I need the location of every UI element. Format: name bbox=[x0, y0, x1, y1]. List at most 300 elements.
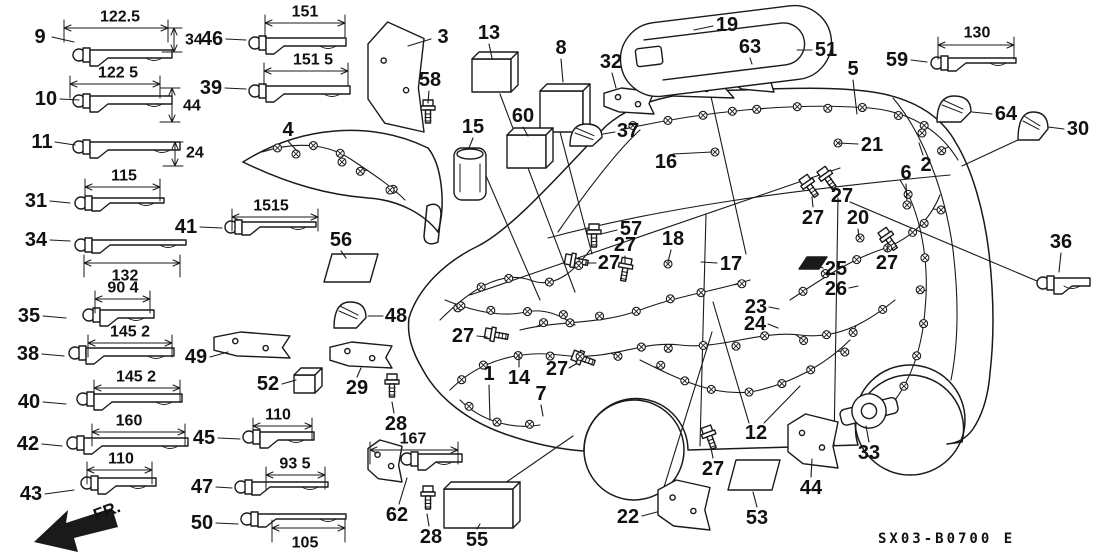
leader-30-long bbox=[962, 139, 1020, 166]
callout-leader-59 bbox=[911, 60, 927, 62]
callout-30: 30 bbox=[1066, 118, 1090, 140]
harness-clip bbox=[576, 352, 584, 360]
harness-clip bbox=[697, 289, 705, 297]
part-pad bbox=[324, 254, 378, 282]
callout-7: 7 bbox=[535, 383, 547, 405]
dim-122.5 bbox=[64, 9, 168, 43]
harness-clip bbox=[916, 286, 924, 294]
harness-clip bbox=[664, 344, 672, 352]
callout-4: 4 bbox=[282, 119, 294, 141]
callout-56: 56 bbox=[329, 229, 353, 251]
harness-clip bbox=[699, 111, 707, 119]
harness-clip bbox=[921, 254, 929, 262]
callout-leader-26 bbox=[849, 286, 858, 288]
fr-label: FR. bbox=[90, 497, 124, 525]
leader-19-long bbox=[706, 74, 746, 254]
harness-clip bbox=[858, 103, 866, 111]
leader-8-long bbox=[560, 132, 592, 254]
harness-clip bbox=[386, 186, 394, 194]
harness-clip bbox=[559, 311, 567, 319]
part-stay bbox=[243, 430, 314, 448]
dim-90 4 bbox=[95, 280, 150, 314]
callout-leader-42 bbox=[42, 444, 62, 446]
callout-62: 62 bbox=[385, 504, 409, 526]
box-top bbox=[540, 84, 590, 91]
part-pad bbox=[728, 460, 780, 490]
callout-27: 27 bbox=[701, 458, 725, 480]
callout-3: 3 bbox=[437, 26, 449, 48]
callout-leader-53 bbox=[753, 492, 757, 507]
callout-leader-45 bbox=[218, 438, 240, 439]
stay-clip-neck bbox=[87, 392, 94, 406]
harness-clip bbox=[309, 142, 317, 150]
bracket-plate bbox=[788, 414, 838, 468]
callout-15: 15 bbox=[461, 116, 485, 138]
callout-28: 28 bbox=[384, 413, 408, 435]
callout-leader-47 bbox=[216, 487, 232, 488]
callout-leader-49 bbox=[210, 352, 228, 357]
callout-31: 31 bbox=[24, 190, 48, 212]
callout-25: 25 bbox=[824, 258, 848, 280]
bracket-plate bbox=[368, 22, 424, 132]
harness-clip bbox=[793, 103, 801, 111]
harness-clip bbox=[920, 219, 928, 227]
dim-text: 110 bbox=[108, 450, 134, 468]
tray-clip bbox=[635, 46, 663, 67]
part-stay bbox=[73, 94, 172, 112]
callout-37: 37 bbox=[616, 120, 640, 142]
callout-leader-22 bbox=[642, 512, 657, 516]
part-stay bbox=[225, 220, 316, 235]
part-box bbox=[507, 128, 553, 168]
harness-clip bbox=[523, 308, 531, 316]
callout-29: 29 bbox=[345, 377, 369, 399]
callout-leader-12 bbox=[764, 386, 800, 423]
callout-63: 63 bbox=[738, 36, 762, 58]
bolt-head bbox=[589, 224, 599, 230]
callout-leader-39 bbox=[225, 88, 246, 89]
callout-27: 27 bbox=[597, 252, 621, 274]
callout-17: 17 bbox=[719, 253, 743, 275]
harness-clip bbox=[900, 382, 908, 390]
callout-leader-7 bbox=[541, 405, 543, 416]
callout-46: 46 bbox=[200, 28, 224, 50]
harness-clip bbox=[849, 329, 857, 337]
harness-clip bbox=[540, 319, 548, 327]
harness-clip bbox=[458, 376, 466, 384]
harness-clip bbox=[920, 121, 928, 129]
callout-leader-38 bbox=[42, 354, 64, 356]
part-bracket bbox=[330, 342, 392, 368]
callout-27: 27 bbox=[613, 234, 637, 256]
harness-clip bbox=[903, 201, 911, 209]
harness-clip bbox=[707, 385, 715, 393]
dim-text: 115 bbox=[111, 167, 137, 185]
callout-26: 26 bbox=[824, 278, 848, 300]
callout-leader-31 bbox=[50, 201, 70, 203]
fr-arrow-group bbox=[34, 497, 123, 552]
callout-leader-27 bbox=[569, 364, 576, 368]
callout-33: 33 bbox=[857, 442, 881, 464]
part-stay bbox=[1037, 276, 1090, 294]
harness-clip bbox=[918, 129, 926, 137]
dim-151 bbox=[265, 4, 345, 38]
stay-blade bbox=[94, 394, 182, 410]
callout-leader-30 bbox=[1048, 127, 1064, 129]
harness-clip bbox=[505, 274, 513, 282]
callout-11: 11 bbox=[31, 131, 53, 153]
part-bolt bbox=[385, 374, 399, 397]
callout-leader-15 bbox=[469, 138, 473, 148]
dim-text: 34 bbox=[185, 31, 203, 49]
harness-clip bbox=[336, 149, 344, 157]
callout-39: 39 bbox=[199, 77, 223, 99]
callout-42: 42 bbox=[16, 433, 40, 455]
part-stay bbox=[73, 140, 180, 158]
part-bracket bbox=[368, 440, 402, 482]
part-stay bbox=[77, 392, 182, 410]
callout-53: 53 bbox=[745, 507, 769, 529]
callout-leader-11 bbox=[55, 142, 75, 145]
part-pad-black bbox=[799, 257, 827, 269]
stay-clip-neck bbox=[235, 220, 242, 234]
stay-clip-neck bbox=[83, 48, 90, 62]
callout-leader-17 bbox=[701, 262, 717, 263]
callout-22: 22 bbox=[616, 506, 640, 528]
callout-8: 8 bbox=[555, 37, 567, 59]
bracket-plate bbox=[330, 342, 392, 368]
dim-text: 93 5 bbox=[279, 455, 311, 473]
stay-clip-neck bbox=[259, 36, 266, 50]
harness-cowl bbox=[262, 145, 405, 200]
stay-blade bbox=[84, 438, 188, 454]
callout-leader-43 bbox=[45, 490, 74, 494]
harness-clip bbox=[894, 112, 902, 120]
callout-27: 27 bbox=[545, 358, 569, 380]
harness-clip bbox=[545, 278, 553, 286]
harness-clip bbox=[904, 190, 912, 198]
part-stay bbox=[75, 196, 164, 211]
part-clip bbox=[334, 302, 366, 328]
harness-clip bbox=[666, 295, 674, 303]
callout-48: 48 bbox=[384, 305, 408, 327]
callout-leader-32 bbox=[612, 73, 616, 88]
stay-blade bbox=[98, 478, 156, 494]
callout-45: 45 bbox=[192, 427, 216, 449]
harness-clip bbox=[514, 352, 522, 360]
callout-43: 43 bbox=[19, 483, 43, 505]
callout-6: 6 bbox=[900, 162, 912, 184]
callout-leader-37 bbox=[603, 132, 615, 134]
stay-blade bbox=[252, 482, 328, 495]
harness-clip bbox=[920, 320, 928, 328]
dim-text: 132 bbox=[111, 267, 139, 285]
callout-leader-36 bbox=[1059, 253, 1061, 272]
dim-105 bbox=[272, 520, 345, 552]
box-side bbox=[513, 482, 520, 528]
stay-clip-neck bbox=[259, 84, 266, 98]
callout-leader-16 bbox=[673, 152, 712, 154]
dim-151 5 bbox=[264, 52, 348, 86]
door-seam-rear bbox=[834, 198, 838, 446]
part-box bbox=[472, 52, 518, 92]
callout-41: 41 bbox=[174, 216, 198, 238]
callout-38: 38 bbox=[16, 343, 40, 365]
bolt-head bbox=[387, 374, 397, 380]
harness-clip bbox=[728, 107, 736, 115]
callout-leader-9 bbox=[52, 37, 74, 42]
dim-text: 151 bbox=[291, 3, 319, 21]
callout-leader-28 bbox=[392, 402, 394, 413]
part-bolt bbox=[484, 326, 509, 344]
cowl-sliver bbox=[243, 130, 428, 162]
dim-115 bbox=[85, 168, 160, 202]
callout-9: 9 bbox=[34, 26, 46, 48]
callout-13: 13 bbox=[477, 22, 501, 44]
part-stay bbox=[401, 452, 462, 470]
harness-clip bbox=[799, 287, 807, 295]
callout-59: 59 bbox=[885, 49, 909, 71]
stay-clip-neck bbox=[79, 346, 86, 360]
box-side bbox=[511, 52, 518, 92]
callout-27: 27 bbox=[875, 252, 899, 274]
callout-19: 19 bbox=[715, 14, 739, 36]
callout-35: 35 bbox=[17, 305, 41, 327]
callout-20: 20 bbox=[846, 207, 870, 229]
callout-1: 1 bbox=[483, 363, 495, 385]
callout-leader-5 bbox=[853, 80, 857, 114]
pillar-strip bbox=[424, 204, 441, 244]
stay-clip-neck bbox=[1047, 276, 1054, 290]
harness-clip bbox=[732, 342, 740, 350]
dim-44 bbox=[160, 88, 201, 122]
part-stay bbox=[235, 480, 328, 495]
part-bracket bbox=[214, 332, 290, 358]
harness-clip bbox=[856, 234, 864, 242]
box-top bbox=[444, 482, 520, 489]
dim-text: 130 bbox=[963, 24, 991, 42]
stay-clip-neck bbox=[85, 238, 92, 252]
harness-mid-floor bbox=[520, 280, 750, 330]
dim-text: 90 4 bbox=[107, 279, 139, 297]
stay-blade bbox=[948, 58, 1016, 71]
callout-51: 51 bbox=[814, 39, 838, 61]
part-bracket bbox=[658, 480, 710, 530]
dim-text: 1515 bbox=[253, 197, 289, 215]
grommet-top bbox=[457, 149, 483, 159]
stay-clip-neck bbox=[93, 308, 100, 322]
dim-text: 145 2 bbox=[109, 323, 151, 341]
harness-clip bbox=[614, 352, 622, 360]
stay-clip-neck bbox=[245, 480, 252, 494]
diagram-code: SX03-B0700 E bbox=[878, 531, 1016, 547]
stay-clip-neck bbox=[253, 430, 260, 444]
harness-clip bbox=[566, 319, 574, 327]
part-box bbox=[294, 368, 322, 393]
harness-clip bbox=[487, 306, 495, 314]
callout-57: 57 bbox=[619, 218, 643, 240]
stay-clip-neck bbox=[83, 94, 90, 108]
part-bolt bbox=[699, 424, 720, 450]
callout-34: 34 bbox=[24, 229, 48, 251]
dim-text: 122 5 bbox=[97, 64, 139, 82]
harness-clip bbox=[699, 341, 707, 349]
part-clip bbox=[937, 96, 971, 122]
callout-leader-28 bbox=[427, 514, 429, 526]
harness-clip bbox=[493, 418, 501, 426]
clip-body bbox=[334, 302, 366, 328]
callout-16: 16 bbox=[654, 151, 678, 173]
callout-60: 60 bbox=[511, 105, 535, 127]
callout-18: 18 bbox=[661, 228, 685, 250]
callout-leader-29 bbox=[357, 368, 361, 377]
harness-clip bbox=[637, 343, 645, 351]
harness-clip bbox=[778, 380, 786, 388]
callout-27: 27 bbox=[801, 207, 825, 229]
box-front bbox=[444, 489, 513, 528]
harness-clip bbox=[853, 256, 861, 264]
callout-12: 12 bbox=[744, 422, 768, 444]
harness-clip bbox=[800, 337, 808, 345]
part-stay bbox=[241, 512, 346, 527]
harness-clip bbox=[909, 228, 917, 236]
harness-clip bbox=[745, 388, 753, 396]
callout-leader-1 bbox=[489, 385, 490, 420]
harness-clip bbox=[879, 305, 887, 313]
part-clip bbox=[1018, 112, 1048, 140]
harness-clip bbox=[526, 420, 534, 428]
part-grommet bbox=[454, 148, 486, 200]
callout-leader-23 bbox=[769, 307, 779, 309]
callout-32: 32 bbox=[599, 51, 623, 73]
bolt-head bbox=[423, 486, 433, 492]
stay-blade bbox=[90, 142, 180, 158]
leader-55-long bbox=[505, 436, 573, 483]
part-box bbox=[444, 482, 520, 528]
harness-clip bbox=[681, 377, 689, 385]
part-stay bbox=[75, 238, 186, 253]
harness-clip bbox=[753, 105, 761, 113]
stay-clip-neck bbox=[251, 512, 258, 526]
callout-14: 14 bbox=[507, 367, 531, 389]
callout-55: 55 bbox=[465, 529, 489, 551]
callout-10: 10 bbox=[34, 88, 58, 110]
callout-27: 27 bbox=[451, 325, 475, 347]
box-side bbox=[546, 128, 553, 168]
callout-leader-27 bbox=[812, 197, 813, 207]
callout-50: 50 bbox=[190, 512, 214, 534]
dim-130 bbox=[938, 25, 1014, 60]
callout-28: 28 bbox=[419, 526, 443, 548]
dim-text: 160 bbox=[115, 412, 143, 430]
callout-47: 47 bbox=[190, 476, 214, 498]
bracket-plate bbox=[368, 440, 402, 482]
harness-clip bbox=[938, 147, 946, 155]
harness-clip bbox=[664, 116, 672, 124]
box-front bbox=[472, 59, 511, 92]
callout-27: 27 bbox=[830, 185, 854, 207]
dim-text: 44 bbox=[183, 97, 201, 115]
callout-leader-8 bbox=[561, 59, 563, 82]
stay-clip-neck bbox=[411, 452, 418, 466]
callout-2: 2 bbox=[920, 154, 932, 176]
harness-clip bbox=[824, 104, 832, 112]
part-stay bbox=[249, 84, 350, 102]
dim-122 5 bbox=[70, 65, 160, 99]
bracket-plate bbox=[658, 480, 710, 530]
callout-24: 24 bbox=[743, 313, 767, 335]
part-bolt bbox=[797, 173, 822, 200]
box-front bbox=[540, 91, 583, 132]
callout-leader-50 bbox=[216, 523, 238, 524]
stay-clip-neck bbox=[91, 476, 98, 490]
part-bracket bbox=[788, 414, 838, 468]
stay-clip-neck bbox=[77, 436, 84, 450]
stay-clip-neck bbox=[85, 196, 92, 210]
stay-blade bbox=[1054, 278, 1090, 294]
harness-clip bbox=[596, 312, 604, 320]
dim-text: 145 2 bbox=[115, 368, 157, 386]
harness-clip bbox=[292, 150, 300, 158]
dim-text: 24 bbox=[186, 144, 204, 162]
harness-clip bbox=[465, 402, 473, 410]
dim-text: 122.5 bbox=[99, 8, 141, 26]
callout-21: 21 bbox=[860, 134, 884, 156]
harness-clip bbox=[807, 366, 815, 374]
callout-52: 52 bbox=[256, 373, 280, 395]
part-stay bbox=[931, 56, 1016, 71]
harness-clip bbox=[338, 158, 346, 166]
callout-leader-41 bbox=[200, 227, 222, 228]
harness-clip bbox=[273, 144, 281, 152]
harness-clip bbox=[575, 262, 583, 270]
callout-leader-34 bbox=[50, 240, 70, 241]
stay-blade bbox=[418, 454, 462, 470]
stay-blade bbox=[242, 222, 316, 235]
dim-text: 151 5 bbox=[292, 51, 334, 69]
harness-clip bbox=[841, 348, 849, 356]
dim-text: 110 bbox=[265, 406, 291, 424]
harness-clip bbox=[457, 302, 465, 310]
callout-36: 36 bbox=[1049, 231, 1073, 253]
stay-blade bbox=[92, 198, 164, 211]
part-stay bbox=[73, 48, 172, 66]
callout-5: 5 bbox=[847, 58, 859, 80]
part-stay bbox=[69, 346, 174, 364]
stay-blade bbox=[86, 348, 174, 364]
door-seam-front bbox=[700, 214, 706, 446]
part-stay bbox=[81, 476, 156, 494]
harness-clip bbox=[356, 167, 364, 175]
dim-text: 105 bbox=[291, 534, 319, 552]
callout-44: 44 bbox=[799, 477, 823, 499]
harness-clip bbox=[477, 283, 485, 291]
callout-leader-46 bbox=[226, 39, 246, 40]
callout-49: 49 bbox=[184, 346, 208, 368]
box-front bbox=[507, 135, 546, 168]
harness-clip bbox=[632, 307, 640, 315]
stay-clip-neck bbox=[941, 56, 948, 70]
vehicle-outline bbox=[409, 88, 993, 451]
callout-leader-24 bbox=[768, 324, 778, 328]
dim-text: 167 bbox=[399, 430, 427, 448]
stay-blade bbox=[260, 432, 314, 448]
part-bolt bbox=[421, 486, 435, 509]
part-clamp bbox=[837, 387, 902, 434]
callout-40: 40 bbox=[17, 391, 41, 413]
stay-clip-neck bbox=[83, 140, 90, 154]
part-bracket bbox=[368, 22, 424, 132]
